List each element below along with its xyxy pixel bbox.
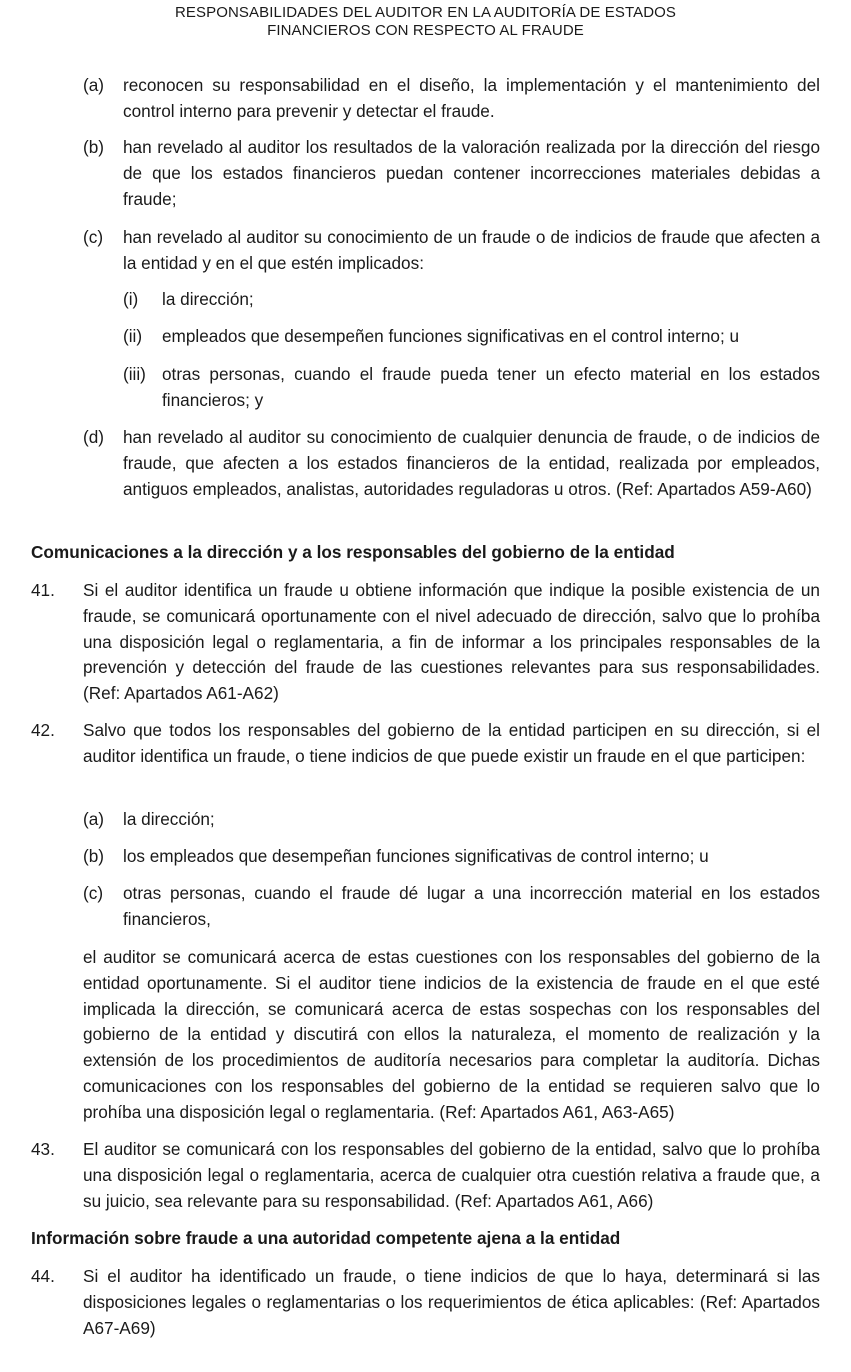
item-c-iii-text: otras personas, cuando el fraude pueda tener un efecto material en los estados financieros; y (162, 364, 820, 410)
paragraph-44-text: Si el auditor ha identificado un fraude, o tiene indicios de que lo haya, determinará si las disposiciones legales o reglamentarias o los requerimientos de ética aplicables: (Ref: Apartados A67-A69) (83, 1266, 820, 1338)
section-heading-communications: Comunicaciones a la dirección y a los responsables del gobierno de la entidad (31, 542, 675, 562)
item-b-label: (b) (83, 137, 105, 157)
item-c-ii-text: empleados que desempeñen funciones significativas en el control interno; u (162, 326, 740, 346)
paragraph-42-item-b-label: (b) (83, 846, 105, 866)
paragraph-42-continuation: el auditor se comunicará acerca de estas cuestiones con los responsables del gobierno de la entidad oportunamente. Si el auditor tiene indicios de la existencia de fraude en el que esté implicada la dirección, se comunicará acerca de estas sospechas con los responsables del gobierno de la entidad y discutirá con ellos la naturaleza, el momento de realización y la extensión de los procedimientos de auditoría necesarios para completar la auditoría. Dichas comunicaciones con los responsables del gobierno de la entidad se requieren salvo que lo prohíba una disposición legal o reglamentaria. (Ref: Apartados A61, A63-A65) (83, 947, 820, 1122)
header-line-2: FINANCIEROS CON RESPECTO AL FRAUDE (267, 22, 584, 39)
paragraph-43-text: El auditor se comunicará con los responsables del gobierno de la entidad, salvo que lo prohíba una disposición legal o reglamentaria, acerca de cualquier otra cuestión relativa a fraude que, a su juicio, sea relevante para su responsabilidad. (Ref: Apartados A61, A66) (83, 1139, 820, 1211)
item-d-label: (d) (83, 427, 105, 447)
item-a-text: reconocen su responsabilidad en el diseño, la implementación y el mantenimiento del control interno para prevenir y detectar el fraude. (123, 75, 820, 121)
header-line-1: RESPONSABILIDADES DEL AUDITOR EN LA AUDITORÍA DE ESTADOS (174, 4, 677, 21)
paragraph-41-number: 41. (31, 580, 55, 600)
item-c-ii-label: (ii) (123, 326, 143, 346)
item-a-label: (a) (83, 75, 105, 95)
item-c-label: (c) (83, 227, 104, 247)
item-b-text: han revelado al auditor los resultados de la valoración realizada por la dirección del riesgo de que los estados financieros puedan contener incorrecciones materiales debidas a fraude; (123, 137, 820, 209)
paragraph-42-item-a-label: (a) (83, 809, 105, 829)
paragraph-42-item-c-text: otras personas, cuando el fraude dé lugar a una incorrección material en los estados financieros, (123, 883, 820, 929)
page-header (0, 4, 851, 40)
item-c-i-label: (i) (123, 289, 139, 309)
paragraph-42-item-b-text: los empleados que desempeñan funciones significativas de control interno; u (123, 846, 709, 866)
item-c-iii-label: (iii) (123, 364, 146, 384)
paragraph-41-text: Si el auditor identifica un fraude u obtiene información que indique la posible existencia de un fraude, se comunicará oportunamente con el nivel adecuado de dirección, salvo que lo prohíba una disposición legal o reglamentaria, a fin de informar a los principales responsables de la prevención y detección del fraude de las cuestiones relevantes para sus responsabilidades. (Ref: Apartados A61-A62) (83, 580, 820, 704)
item-c-i-text: la dirección; (162, 289, 254, 309)
item-d-text: han revelado al auditor su conocimiento de cualquier denuncia de fraude, o de indicios de fraude, que afecten a los estados financieros de la entidad, realizada por empleados, antiguos empleados, analistas, autoridades reguladoras u otros. (Ref: Apartados A59-A60) (123, 427, 820, 499)
item-c-text: han revelado al auditor su conocimiento de un fraude o de indicios de fraude que afecten a la entidad y en el que estén implicados: (123, 227, 820, 273)
paragraph-42-number: 42. (31, 720, 55, 740)
paragraph-42-item-c-label: (c) (83, 883, 104, 903)
paragraph-42-text: Salvo que todos los responsables del gobierno de la entidad participen en su dirección, si el auditor identifica un fraude, o tiene indicios de que puede existir un fraude en el que participen: (83, 720, 820, 766)
section-heading-competent-authority: Información sobre fraude a una autoridad competente ajena a la entidad (31, 1228, 621, 1248)
paragraph-43-number: 43. (31, 1139, 55, 1159)
paragraph-44-number: 44. (31, 1266, 55, 1286)
paragraph-42-item-a-text: la dirección; (123, 809, 215, 829)
